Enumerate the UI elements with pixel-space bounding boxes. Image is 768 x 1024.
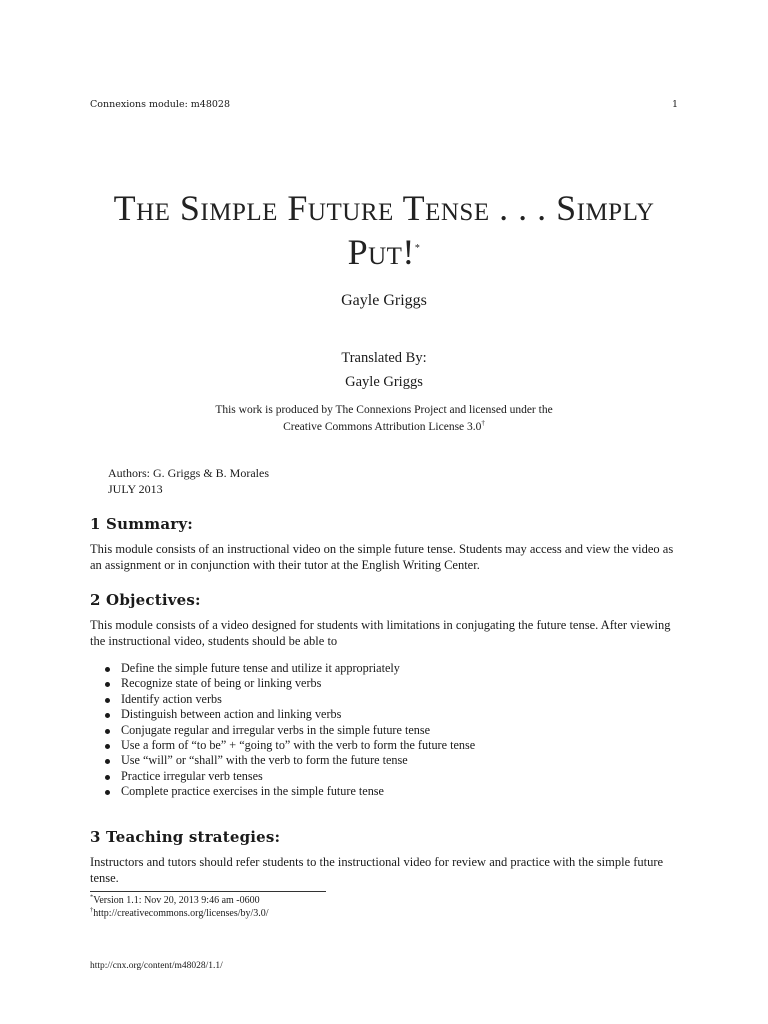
title-footnote-mark: * bbox=[414, 243, 421, 254]
bullet-icon bbox=[105, 667, 110, 672]
footnote bbox=[90, 907, 269, 920]
license-footnote-mark: † bbox=[481, 419, 485, 428]
section-paragraph: Instructors and tutors should refer students to the instructional video for review and practice with the simple future tense. bbox=[90, 855, 664, 885]
module-label: Connexions module: m48028 bbox=[90, 99, 231, 110]
page-number: 1 bbox=[671, 99, 678, 110]
list-item-text: Complete practice exercises in the simple future tense bbox=[121, 784, 384, 799]
section-teaching-strategies bbox=[90, 828, 678, 886]
authors-block bbox=[108, 465, 269, 497]
list-item-text: Define the simple future tense and utilize it appropriately bbox=[121, 661, 400, 675]
list-item-text: Use a form of “to be” + “going to” with the verb to form the future tense bbox=[121, 738, 476, 753]
bullet-icon bbox=[105, 775, 110, 780]
list-item bbox=[104, 723, 678, 738]
list-item bbox=[104, 661, 678, 676]
date-line: JULY 2013 bbox=[108, 482, 163, 496]
bullet-icon bbox=[105, 729, 110, 734]
license-line-1: This work is produced by The Connexions Project and licensed under the bbox=[215, 404, 553, 416]
document-title bbox=[60, 186, 708, 274]
list-item-text: Conjugate regular and irregular verbs in the simple future tense bbox=[121, 722, 430, 737]
footnote-mark: † bbox=[90, 906, 94, 914]
footnote-link[interactable]: http://creativecommons.org/licenses/by/3.0/ bbox=[93, 908, 269, 919]
list-item bbox=[104, 738, 678, 753]
authors-line: Authors: G. Griggs & B. Morales bbox=[108, 466, 269, 480]
title-line-2-wrap bbox=[60, 230, 708, 274]
footnote-divider bbox=[90, 891, 326, 892]
section-objectives bbox=[90, 591, 678, 800]
list-item-text: Identify action verbs bbox=[121, 691, 222, 706]
translated-label: Translated By: bbox=[341, 350, 427, 366]
section-paragraph: This module consists of a video designed for students with limitations in conjugating the future tense. After viewing the instructional video, students should be able to bbox=[90, 618, 671, 648]
bullet-icon bbox=[105, 744, 110, 749]
footnote-mark: * bbox=[90, 893, 94, 901]
section-heading: 2 Objectives: bbox=[90, 591, 201, 609]
list-item-text: Recognize state of being or linking verbs bbox=[121, 676, 322, 691]
translator-name: Gayle Griggs bbox=[345, 374, 423, 390]
section-summary bbox=[90, 515, 678, 573]
footer-url[interactable]: http://cnx.org/content/m48028/1.1/ bbox=[90, 961, 223, 971]
author-name: Gayle Griggs bbox=[341, 292, 427, 309]
section-heading: 3 Teaching strategies: bbox=[90, 828, 281, 846]
running-header bbox=[90, 99, 678, 110]
footnote-text: Version 1.1: Nov 20, 2013 9:46 am -0600 bbox=[93, 895, 260, 906]
list-item-text: Practice irregular verb tenses bbox=[121, 768, 263, 783]
list-item bbox=[104, 707, 678, 722]
footnotes bbox=[90, 894, 269, 920]
list-item bbox=[104, 753, 678, 768]
list-item bbox=[104, 769, 678, 784]
bullet-icon bbox=[105, 759, 110, 764]
list-item bbox=[104, 784, 678, 799]
title-line-2: Put! bbox=[347, 232, 415, 272]
section-heading: 1 Summary: bbox=[90, 515, 194, 533]
bullet-icon bbox=[105, 682, 110, 687]
license-line-2-wrap bbox=[0, 419, 768, 436]
list-item-text: Use “will” or “shall” with the verb to form the future tense bbox=[121, 753, 408, 768]
footnote bbox=[90, 894, 269, 907]
title-line-1: The Simple Future Tense . . . Simply bbox=[113, 188, 655, 228]
license-notice bbox=[0, 402, 768, 436]
bullet-icon bbox=[105, 698, 110, 703]
bullet-icon bbox=[105, 713, 110, 718]
license-line-2: Creative Commons Attribution License 3.0 bbox=[283, 421, 482, 433]
translated-by-block bbox=[0, 346, 768, 394]
bullet-icon bbox=[105, 790, 110, 795]
section-paragraph: This module consists of an instructional video on the simple future tense. Students may access and view the video as an assignment or in conjunction with their tutor at the English Writing Center. bbox=[90, 542, 674, 572]
objectives-list bbox=[104, 661, 678, 800]
list-item bbox=[104, 692, 678, 707]
list-item-text: Distinguish between action and linking verbs bbox=[121, 707, 342, 722]
list-item bbox=[104, 676, 678, 691]
